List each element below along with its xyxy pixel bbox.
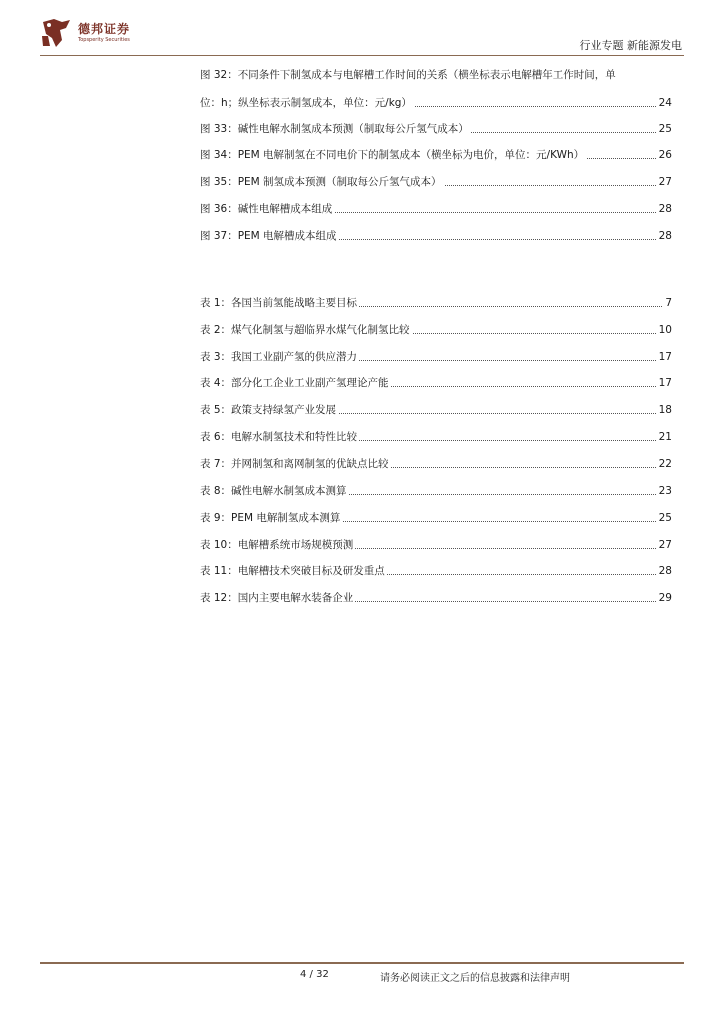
entry-page: 23	[658, 485, 672, 497]
entry-label: 表 5：政策支持绿氢产业发展	[200, 404, 337, 416]
entry-page: 28	[658, 203, 672, 215]
logo-en-text: Topsperity Securities	[78, 37, 130, 43]
entry-page: 10	[658, 324, 672, 336]
entry-page: 7	[665, 297, 672, 309]
toc-entry-table-4[interactable]	[200, 375, 672, 391]
entry-page: 24	[658, 97, 672, 109]
toc-entry-table-2[interactable]	[200, 322, 672, 338]
company-logo	[40, 16, 160, 50]
entry-label: 表 6：电解水制氢技术和特性比较	[200, 431, 358, 443]
entry-page: 26	[658, 149, 672, 161]
entry-label: 表 3：我国工业副产氢的供应潜力	[200, 351, 358, 363]
toc-entry-table-9[interactable]	[200, 510, 672, 526]
toc-entry-figure-32[interactable]	[200, 95, 672, 111]
entry-label: 表 10：电解槽系统市场规模预测	[200, 539, 354, 551]
logo-cn-text: 德邦证券	[78, 22, 131, 36]
header-divider	[40, 55, 684, 56]
entry-page: 21	[658, 431, 672, 443]
toc-entry-figure-35[interactable]	[200, 174, 672, 190]
topsperity-logo-icon	[40, 16, 74, 50]
entry-label: 表 2：煤气化制氢与超临界水煤气化制氢比较	[200, 324, 410, 336]
entry-page: 27	[658, 176, 672, 188]
legal-notice: 请务必阅读正文之后的信息披露和法律声明	[380, 973, 570, 984]
entry-label: 图 37：PEM 电解槽成本组成	[200, 230, 337, 242]
entry-page: 17	[658, 351, 672, 363]
toc-entry-table-6[interactable]	[200, 429, 672, 445]
entry-label: 表 7：并网制氢和离网制氢的优缺点比较	[200, 458, 389, 470]
entry-label: 图 36：碱性电解槽成本组成	[200, 203, 333, 215]
toc-entry-table-8[interactable]	[200, 483, 672, 499]
entry-label: 表 11：电解槽技术突破目标及研发重点	[200, 565, 385, 577]
entry-page: 22	[658, 458, 672, 470]
entry-label: 表 1：各国当前氢能战略主要目标	[200, 297, 358, 309]
entry-label: 图 34：PEM 电解制氢在不同电价下的制氢成本（横坐标为电价，单位：元/KWh）	[200, 149, 585, 161]
toc-entry-figure-37[interactable]	[200, 228, 672, 244]
toc-entry-table-5[interactable]	[200, 402, 672, 418]
toc-entry-table-7[interactable]	[200, 456, 672, 472]
entry-page: 28	[658, 565, 672, 577]
entry-label: 表 8：碱性电解水制氢成本测算	[200, 485, 347, 497]
toc-entry-table-1[interactable]	[200, 295, 672, 311]
toc-entry-figure-33[interactable]	[200, 121, 672, 137]
footer-divider	[40, 962, 684, 964]
report-category: 行业专题 新能源发电	[579, 39, 682, 52]
entry-page: 18	[658, 404, 672, 416]
toc-entry-table-12[interactable]	[200, 590, 672, 606]
entry-page: 28	[658, 230, 672, 242]
toc-entry-figure-36[interactable]	[200, 201, 672, 217]
entry-label: 表 9：PEM 电解制氢成本测算	[200, 512, 341, 524]
figure-32-line1: 图 32：不同条件下制氢成本与电解槽工作时间的关系（横坐标表示电解槽年工作时间，单	[200, 69, 616, 81]
entry-label: 位：h；纵坐标表示制氢成本，单位：元/kg）	[200, 97, 412, 109]
entry-label: 表 4：部分化工企业工业副产氢理论产能	[200, 377, 389, 389]
entry-label: 表 12：国内主要电解水装备企业	[200, 592, 354, 604]
entry-page: 25	[658, 123, 672, 135]
entry-page: 29	[658, 592, 672, 604]
entry-page: 25	[658, 512, 672, 524]
entry-page: 17	[658, 377, 672, 389]
page-number: 4 / 32	[300, 969, 329, 980]
toc-entry-figure-34[interactable]	[200, 147, 672, 163]
toc-entry-table-10[interactable]	[200, 537, 672, 553]
entry-page: 27	[658, 539, 672, 551]
toc-entry-table-11[interactable]	[200, 563, 672, 579]
entry-label: 图 35：PEM 制氢成本预测（制取每公斤氢气成本）	[200, 176, 442, 188]
entry-label: 图 33：碱性电解水制氢成本预测（制取每公斤氢气成本）	[200, 123, 469, 135]
toc-entry-table-3[interactable]	[200, 349, 672, 365]
